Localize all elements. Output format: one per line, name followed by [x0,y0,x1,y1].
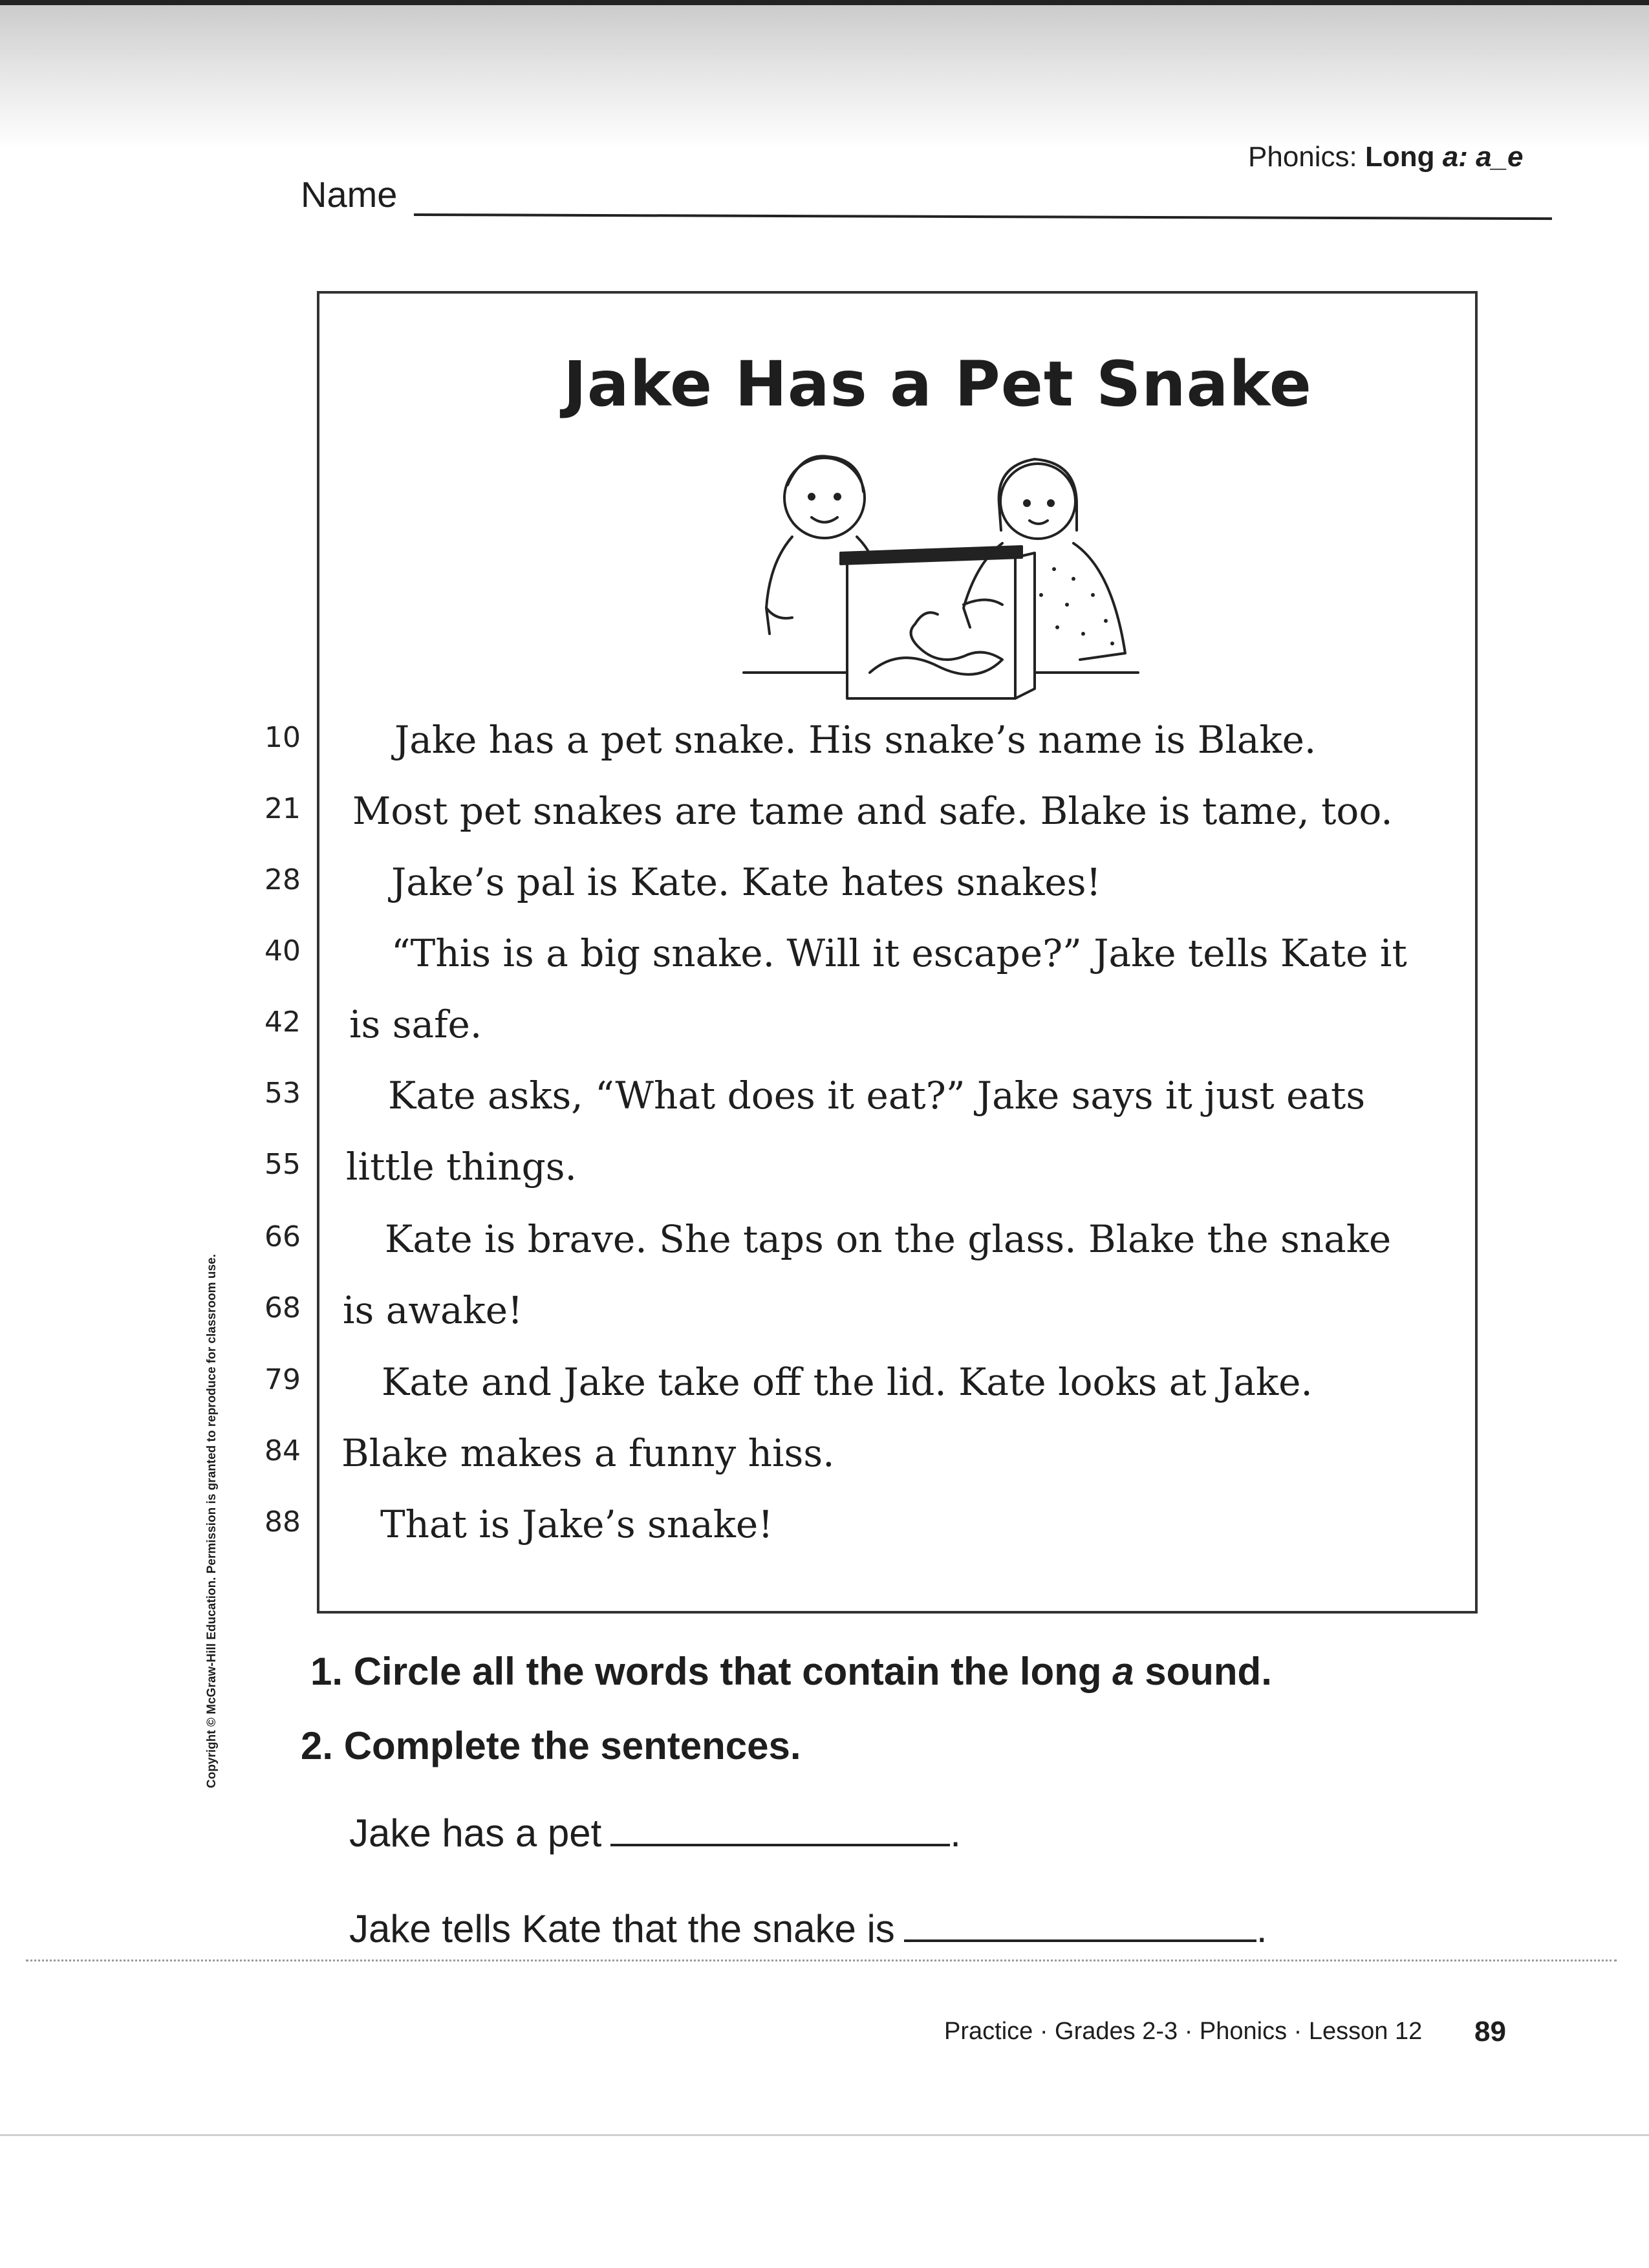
answer-blank-1[interactable] [610,1811,950,1846]
scan-shadow [0,0,1649,149]
word-count: 66 [264,1220,301,1253]
scan-edge [0,0,1649,5]
story-line: That is Jake’s snake! [380,1502,773,1546]
word-count: 79 [264,1363,301,1396]
phonics-pattern: a_e [1476,141,1524,173]
question-1-letter: a [1112,1650,1134,1693]
sentence-2 [349,1906,1267,1951]
story-line: Most pet snakes are tame and safe. Blake is tame, too. [352,789,1393,833]
word-count: 88 [264,1506,301,1539]
word-count: 55 [264,1148,301,1181]
sentence-1-text: Jake has a pet [349,1811,602,1855]
word-count: 10 [264,721,301,754]
question-1-text: 1. Circle all the words that contain the long [310,1650,1102,1693]
story-line: “This is a big snake. Will it escape?” Jake tells Kate it [391,931,1407,975]
story-line: Blake makes a funny hiss. [341,1431,835,1475]
children-with-snake-tank-illustration [731,440,1145,711]
answer-blank-2[interactable] [904,1907,1256,1942]
word-count: 53 [264,1077,301,1110]
story-line: Kate asks, “What does it eat?” Jake says it just eats [388,1074,1366,1118]
phonics-letter: a: [1442,141,1468,173]
copyright-notice: Copyright © McGraw-Hill Education. Permission is granted to reproduce for classroom use. [205,1254,219,1788]
story-line: Kate and Jake take off the lid. Kate looks at Jake. [382,1360,1313,1404]
sentence-2-period: . [1256,1907,1267,1950]
word-count: 68 [264,1291,301,1324]
name-line [414,213,1552,220]
word-count: 42 [264,1006,301,1039]
word-count: 21 [264,792,301,825]
name-label: Name [301,174,398,215]
question-2: 2. Complete the sentences. [301,1724,801,1767]
story-line: is awake! [343,1288,523,1332]
word-count: 28 [264,863,301,896]
story-line: little things. [346,1145,577,1189]
scan-bottom-rule [0,2134,1649,2136]
story-line: Jake’s pal is Kate. Kate hates snakes! [391,860,1101,904]
story-line: Kate is brave. She taps on the glass. Blake the snake [385,1217,1392,1261]
story-line: Jake has a pet snake. His snake’s name is Blake. [394,718,1317,762]
word-count: 84 [264,1434,301,1467]
story-line: is safe. [349,1002,482,1046]
story-title: Jake Has a Pet Snake [563,348,1312,420]
page-number: 89 [1474,2016,1506,2047]
phonics-label [1248,141,1524,173]
sentence-1-period: . [950,1811,961,1855]
sentence-2-text: Jake tells Kate that the snake is [349,1907,895,1950]
question-1-end: sound. [1145,1650,1272,1693]
question-1 [310,1649,1272,1694]
footer-divider [26,1960,1617,1961]
sentence-1 [349,1811,961,1855]
phonics-prefix: Phonics: [1248,141,1357,173]
word-count: 40 [264,934,301,967]
phonics-long: Long [1365,141,1435,173]
footer-text: Practice · Grades 2-3 · Phonics · Lesson 12 [944,2018,1423,2045]
